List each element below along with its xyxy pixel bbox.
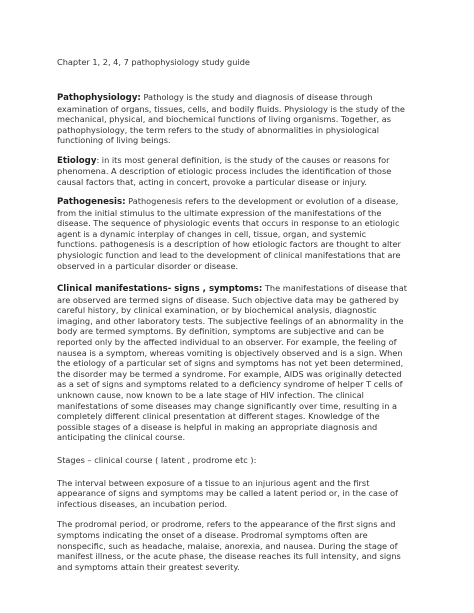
section-line: disease. The sequence of physiologic events that occurs in response to an etiologic (57, 218, 400, 229)
document-title: Chapter 1, 2, 4, 7 pathophysiology study guide (57, 57, 250, 67)
section-line: completely different clinical presentation at different stages. Knowledge of the (57, 411, 380, 422)
paragraph-line: and symptoms attain their greatest severity. (57, 561, 240, 572)
section-term: Pathogenesis: (57, 196, 126, 207)
section-line: functions. pathogenesis is a description of how etiologic factors are thought to alter (57, 239, 401, 250)
paragraph-line: appearance of signs and symptoms may be called a latent period or, in the case of (57, 488, 398, 499)
stages-heading (57, 455, 429, 466)
paragraph-line: nonspecific, such as headache, malaise, anorexia, and nausea. During the stage of (57, 540, 398, 551)
section-line: unknown cause, now known to be a late stage of HIV infection. The clinical (57, 390, 364, 401)
paragraph-prodromal-period (57, 519, 429, 572)
paragraph-line: infectious diseases, an incubation period. (57, 498, 228, 509)
section-etiology (57, 155, 429, 188)
section-line (57, 155, 429, 167)
section-line: functioning of living beings. (57, 135, 171, 146)
section-line: are observed are termed signs of disease. Such objective data may be gathered by (57, 294, 399, 305)
section-line: phenomena. A description of etiologic process includes the identification of those (57, 166, 392, 177)
paragraph-line: The prodromal period, or prodrome, refers to the appearance of the first signs and (57, 519, 396, 530)
section-line (57, 283, 429, 295)
section-line: reported only by the affected individual to an observer. For example, the feeling of (57, 337, 397, 348)
section-line: agent is a dynamic interplay of changes in cell, tissue, organ, and systemic (57, 228, 367, 239)
section-line: careful history, by clinical examination, or by biochemical analysis, diagnostic (57, 305, 377, 316)
section-term: Clinical manifestations- signs , symptoms: (57, 284, 263, 295)
paragraph-line: The interval between exposure of a tissue to an injurious agent and the first (57, 477, 370, 488)
paragraph-latent-period (57, 478, 429, 510)
section-line: pathophysiology, the term refers to the study of abnormalities in physiological (57, 124, 380, 135)
section-pathophysiology (57, 92, 429, 146)
section-line: the etiology of a particular set of signs and symptoms has not yet been determined, (57, 358, 404, 369)
line-text: : in its most general definition, is the study of the causes or reasons for (96, 154, 390, 165)
paragraph-line: manifest illness, or the acute phase, the disease reaches its full intensity, and signs (57, 551, 401, 562)
section-term: Pathophysiology: (57, 93, 141, 103)
section-line: nausea is a symptom, whereas vomiting is objectively observed and is a sign. When (57, 347, 403, 358)
section-pathogenesis (57, 196, 429, 271)
section-line: body are termed symptoms. By definition, symptoms are subjective and can be (57, 326, 384, 337)
line-text: Pathogenesis refers to the development or evolution of a disease, (125, 195, 399, 206)
section-clinical-manifestations (57, 283, 429, 443)
section-term: Etiology (57, 155, 97, 166)
section-line: anticipating the clinical course. (57, 432, 186, 443)
section-line: imaging, and other laboratory tests. The subjective feelings of an abnormality in the (57, 315, 404, 326)
section-line: examination of organs, tissues, cells, and bodily fluids. Physiology is the study of the (57, 103, 405, 114)
section-line: the disorder may be termed a syndrome. For example, AIDS was originally detected (57, 368, 402, 379)
section-line: causal factors that, acting in concert, provoke a particular disease or injury. (57, 176, 367, 187)
section-line: as a set of signs and symptoms related to a deficiency syndrome of helper T cells of (57, 379, 403, 390)
section-line: observed in a particular disorder or disease. (57, 260, 239, 271)
section-line: physiologic function and lead to the development of clinical manifestations that are (57, 249, 401, 260)
section-line (57, 92, 429, 104)
section-line: manifestations of some diseases may change significantly over time, resulting in a (57, 400, 398, 411)
section-line: from the initial stimulus to the ultimate expression of the manifestations of the (57, 207, 382, 218)
line-text: The manifestations of disease that (262, 283, 407, 294)
line-text: Pathology is the study and diagnosis of disease through (140, 92, 373, 102)
section-line: mechanical, physical, and biochemical functions of living organisms. Together, as (57, 114, 392, 125)
document-page (57, 57, 429, 581)
section-line (57, 196, 429, 208)
paragraph-line: symptoms indicating the onset of a disease. Prodromal symptoms often are (57, 529, 368, 540)
section-line: possible stages of a disease is helpful in making an appropriate diagnosis and (57, 421, 378, 432)
stages-heading-text: Stages – clinical course ( latent , prodrome etc ): (57, 455, 257, 465)
